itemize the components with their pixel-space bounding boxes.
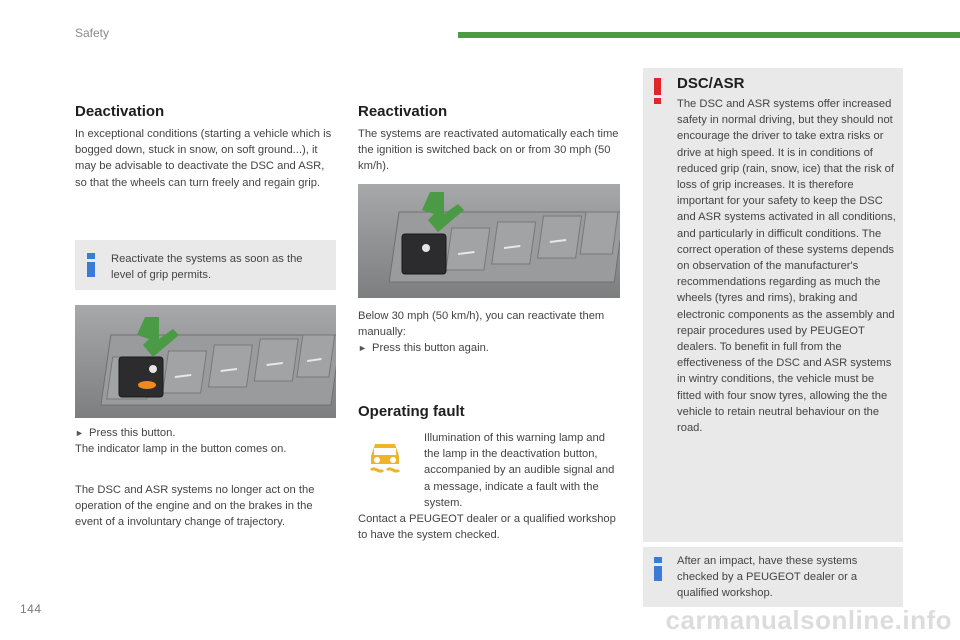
dsc-asr-warning-box (643, 68, 903, 542)
fault-contact: Contact a PEUGEOT dealer or a qualified workshop to have the system checked. (358, 513, 616, 542)
reactivation-manual: Below 30 mph (50 km/h), you can reactivate them manually: (358, 310, 605, 339)
deactivation-note: The DSC and ASR systems no longer act on the operation of the engine and on the brakes in the event of a involuntary change of trajectory. (75, 484, 315, 529)
info-icon (87, 253, 96, 277)
impact-info-text: After an impact, have these systems checked by a PEUGEOT dealer or a qualified workshop. (677, 555, 858, 600)
section-label: Safety (75, 26, 110, 40)
deactivation-intro: In exceptional conditions (starting a vehicle which is bogged down, stuck in snow, on soft ground...), it may be advisable to deactivate the DSC and ASR, so that the wheels can turn freely and regain grip. (75, 128, 332, 189)
dsc-asr-text: The DSC and ASR systems offer increased safety in normal driving, but they should not encourage the driver to take extra risks or drive at high speed. It is in conditions of reduced grip (rain, snow, ice) that the risk of loss of grip increases. It is therefore important for your safety to keep the DSC and ASR systems activated in all conditions, and particularly in difficult conditions. The correct operation of these systems depends on observation of the manufacturer's recommendations regarding as much the wheels (tyres and rims), braking and electronic components as the assembly and repair procedures used by PEUGEOT dealers. To benefit in full from the effectiveness of the DSC and ASR systems in wintry conditions, the vehicle must be fitted with four snow tyres, allowing the the vehicle to retain neutral behaviour on the road. (677, 98, 896, 435)
bullet-arrow-icon: ► (358, 343, 367, 354)
deactivation-button-photo (75, 305, 336, 418)
deactivation-info-text: Reactivate the systems as soon as the level of grip permits. (111, 253, 303, 282)
reactivation-button-photo (358, 184, 620, 298)
deactivation-title: Deactivation (75, 103, 165, 120)
dsc-asr-title: DSC/ASR (677, 75, 745, 92)
deactivation-step: Press this button. (89, 427, 176, 439)
deactivation-step-block (75, 425, 337, 457)
reactivation-intro: The systems are reactivated automatically each time the ignition is switched back on or from 30 mph (50 km/h). (358, 128, 619, 173)
reactivation-step: Press this button again. (372, 342, 489, 355)
bullet-arrow-icon: ► (75, 428, 84, 438)
info-icon (654, 557, 663, 581)
switch-panel-illustration (358, 184, 620, 298)
impact-info-box (643, 547, 903, 607)
reactivation-title: Reactivation (358, 103, 448, 120)
deactivation-info-box (75, 240, 336, 290)
fault-warning-text: Illumination of this warning lamp and the lamp in the deactivation button, accompanied by an audible signal and a message, indicate a fault with the system. (424, 432, 615, 509)
reactivation-manual-block (358, 308, 620, 357)
deactivation-step-result: The indicator lamp in the button comes on. (75, 443, 287, 456)
page-number: 144 (20, 602, 42, 616)
fault-title: Operating fault (358, 403, 465, 420)
skid-warning-icon (365, 438, 405, 478)
section-accent-bar (458, 32, 960, 38)
watermark: carmanualsonline.info (665, 605, 952, 635)
switch-panel-illustration (75, 305, 336, 418)
